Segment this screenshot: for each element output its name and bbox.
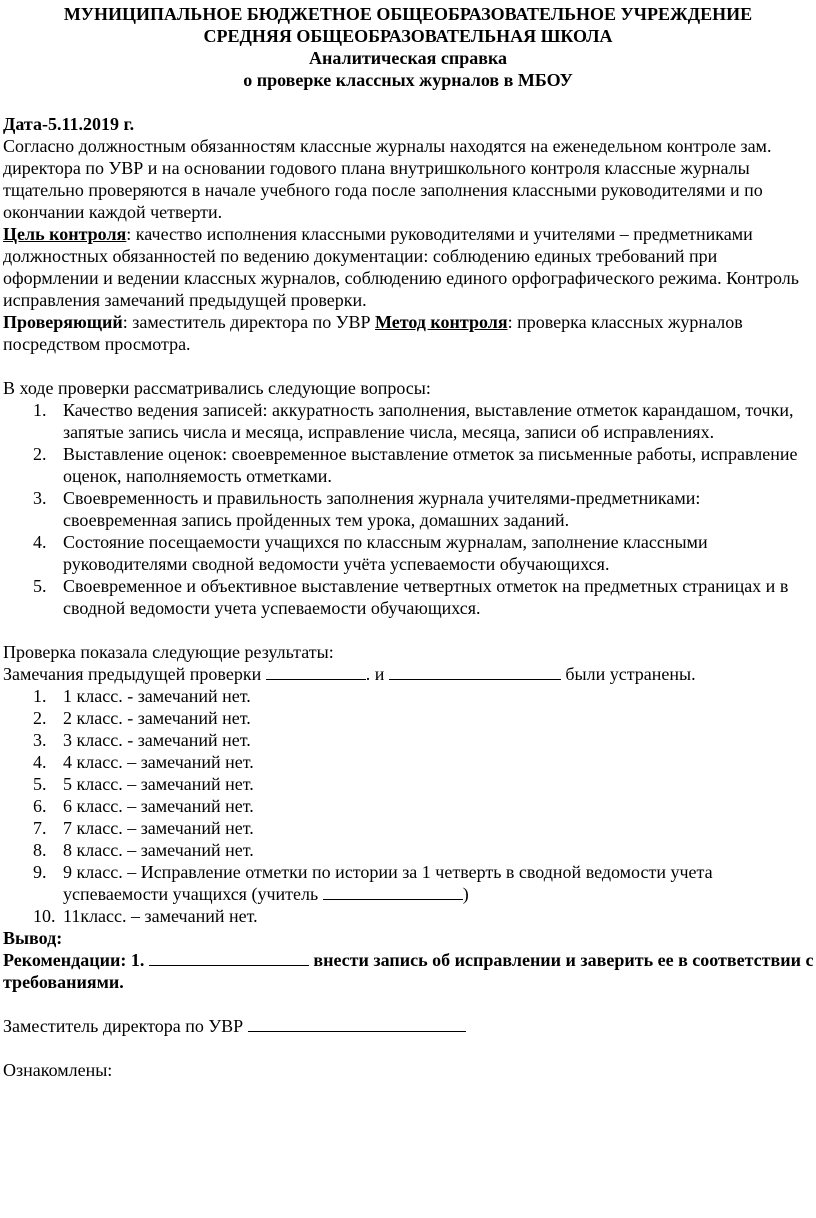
list-item: 5. Своевременное и объективное выставление четвертных отметок на предметных страницах и в сводной ведомости учета успеваемости обучающихся. (33, 576, 789, 618)
list-item: 3. 3 класс. - замечаний нет. (33, 730, 251, 750)
list-item: 2. 2 класс. - замечаний нет. (33, 708, 251, 728)
list-item: 6. 6 класс. – замечаний нет. (33, 796, 254, 816)
document-subtitle: о проверке классных журналов в МБОУ (243, 70, 573, 90)
blank-line (149, 949, 309, 966)
conclusion-heading: Вывод: (3, 928, 63, 948)
list-item: 4. Состояние посещаемости учащихся по классным журналам, заполнение классными руководителями сводной ведомости учёта успеваемости обучающихся. (33, 532, 708, 574)
acquainted-label: Ознакомлены: (3, 1060, 113, 1080)
list-item: 8. 8 класс. – замечаний нет. (33, 840, 254, 860)
list-item: 4. 4 класс. – замечаний нет. (33, 752, 254, 772)
remarks-line: Замечания предыдущей проверки . и были устранены. (3, 664, 696, 684)
header-line-school: СРЕДНЯЯ ОБЩЕОБРАЗОВАТЕЛЬНАЯ ШКОЛА (203, 26, 613, 46)
method-text: : проверка классных журналов посредством просмотра. (3, 312, 743, 354)
signature-blank (248, 1015, 466, 1032)
goal-text: : качество исполнения классными руководителями и учителями – предметниками должностных обязанностей по ведению документации: соблюдению единых требований при оформлении и ведении классных журналов, соблюдению единого орфографического режима. Контроль исправления замечаний предыдущей проверки. (3, 224, 799, 310)
header-line-institution: МУНИЦИПАЛЬНОЕ БЮДЖЕТНОЕ ОБЩЕОБРАЗОВАТЕЛЬНОЕ УЧРЕЖДЕНИЕ (63, 4, 753, 24)
results-list (0, 685, 816, 927)
method-label: Метод контроля (374, 312, 508, 332)
deputy-signature-line: Заместитель директора по УВР (0, 1015, 816, 1037)
list-item: 2. Выставление оценок: своевременное выставление отметок за письменные работы, исправление оценок, наполняемость отметками. (33, 444, 798, 486)
questions-intro: В ходе проверки рассматривались следующие вопросы: (3, 378, 431, 398)
blank-line (389, 663, 561, 680)
goal-label: Цель контроля (3, 224, 127, 244)
blank-line (323, 883, 463, 900)
document-date: Дата-5.11.2019 г. (3, 114, 135, 134)
list-item: 1. Качество ведения записей: аккуратность заполнения, выставление отметок карандашом, точки, запятые запись числа и месяца, исправление числа, месяца, записи об исправлениях. (33, 400, 794, 442)
blank-line (266, 663, 366, 680)
list-item: 7. 7 класс. – замечаний нет. (33, 818, 254, 838)
list-item: 1. 1 класс. - замечаний нет. (33, 686, 251, 706)
document-title: Аналитическая справка (308, 48, 508, 68)
recommendations-paragraph: Рекомендации: 1. внести запись об исправлении и заверить ее в соответствии с требованиями. (3, 950, 814, 992)
list-item: 3. Своевременность и правильность заполнения журнала учителями-предметниками: своевременная запись пройденных тем урока, домашних заданий. (33, 488, 701, 530)
list-item: 5. 5 класс. – замечаний нет. (33, 774, 254, 794)
intro-paragraph: Согласно должностным обязанностям классные журналы находятся на еженедельном контроле зам. директора по УВР и на основании годового плана внутришкольного контроля классные журналы тщательно проверяются в начале учебного года после заполнения классными руководителями и по окончании каждой четверти. (3, 136, 772, 222)
results-intro: Проверка показала следующие результаты: (3, 642, 334, 662)
questions-list (0, 399, 816, 619)
inspector-text: : заместитель директора по УВР (122, 312, 375, 332)
goal-paragraph (0, 223, 816, 311)
inspector-label: Проверяющий (3, 312, 123, 332)
list-item: 9. 9 класс. – Исправление отметки по истории за 1 четверть в сводной ведомости учета успеваемости учащихся (учитель ) (33, 862, 713, 904)
inspector-paragraph (0, 311, 816, 355)
list-item: 10. 11класс. – замечаний нет. (33, 906, 258, 926)
